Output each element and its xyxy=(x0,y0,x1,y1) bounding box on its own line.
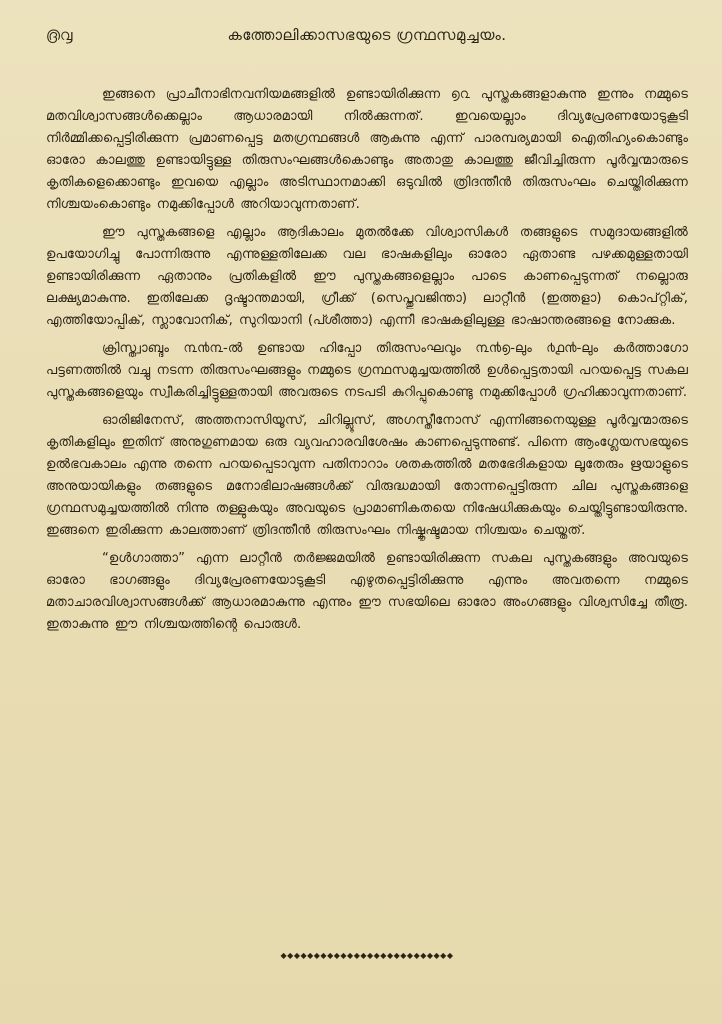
page-number: ൫൮ xyxy=(46,26,73,44)
paragraph: “ഉൾഗാത്താ” എന്ന ലാറ്റീൻ തർജ്ജമയിൽ ഉണ്ടായിരിക്കുന്ന സകല പുസ്തകങ്ങളും അവയുടെ ഓരോ ഭാഗങ്ങളും ദിവ്യപ്രേരണയോടുകൂടി എഴുതപ്പെട്ടിരിക്കുന്നു എന്നും അവതന്നെ നമ്മുടെ മതാചാരവിശ്വാസങ്ങൾക്ക് ആധാരമാകുന്നു എന്നും ഈ സഭയിലെ ഓരോ അംഗങ്ങളും വിശ്വസിച്ചേ തീരൂ. ഇതാകുന്നു ഈ നിശ്ചയത്തിന്റെ പൊരുൾ. xyxy=(46,551,688,632)
running-head xyxy=(46,20,688,50)
ornamental-rule: ◆◆◆◆◆◆◆◆◆◆◆◆◆◆◆◆◆◆◆◆◆◆◆◆◆◆ xyxy=(280,952,454,960)
paragraph: ഓരിജിനേസ്, അത്തനാസിയൂസ്, ചിറില്ലൂസ്, അഗസ്തീനോസ് എന്നിങ്ങനെയുള്ള പൂർവ്വന്മാരുടെ കൃതികളിലും ഇതിന് അനുഗുണമായ ഒരു വ്യവഹാരവിശേഷം കാണപ്പെടുന്നുണ്ട്. പിന്നെ ആംഗ്ലേയസഭയുടെ ഉൽഭവകാലം എന്നു തന്നെ പറയപ്പെടാവുന്ന പതിനാറാം ശതകത്തിൽ മതഭേദികളായ ലൂതേരും ഋയാളുടെ അനുയായികളും തങ്ങളുടെ മനോഭിലാഷങ്ങൾക്ക് വിരുദ്ധമായി തോന്നപ്പെട്ടിരുന്ന ചില പുസ്തകങ്ങളെ ഗ്രന്ഥസമുച്ചയത്തിൽ നിന്നു തള്ളുകയും അവയുടെ പ്രാമാണികതയെ നിഷേധിക്കുകയും ചെയ്തിട്ടുണ്ടായിരുന്നു. ഇങ്ങനെ ഇരിക്കുന്ന കാലത്താണ് ത്രിദന്തീൻ തിരുസംഘം നിഷ്കൃഷ്ടമായ നിശ്ചയം ചെയ്തത്. xyxy=(46,413,688,538)
running-title: കത്തോലിക്കാസഭയുടെ ഗ്രന്ഥസമുച്ചയം. xyxy=(227,26,507,44)
body-text xyxy=(46,84,688,636)
paragraph: ഈ പുസ്തകങ്ങളെ എല്ലാം ആദികാലം മുതൽക്കേ വിശ്വാസികൾ തങ്ങളുടെ സമുദായങ്ങളിൽ ഉപയോഗിച്ചു പോന്നിരുന്നു എന്നുള്ളതിലേക്ക വല ഭാഷകളിലും ഓരോ ഏതാണ്ട പഴക്കമുള്ളതായി ഉണ്ടായിരിക്കുന്ന ഏതാനും പ്രതികളിൽ ഈ പുസ്തകങ്ങളെല്ലാം പാടെ കാണപ്പെടുന്നത് നല്ലൊരു ലക്ഷ്യമാകുന്നു. ഇതിലേക്ക ദൃഷ്ടാന്തമായി, ഗ്രീക്ക് (സെപ്തുവജിന്താ) ലാറ്റീൻ (ഇത്തളാ) കൊപ്റ്റിക്, എത്തിയോപ്പിക്, സ്ലാവോനിക്, സുറിയാനി (പ്ശീത്താ) എന്നീ ഭാഷകളിലുള്ള ഭാഷാന്തരങ്ങളെ നോക്കുക. xyxy=(46,225,688,328)
paragraph: ക്രിസ്ത്വാബ്ദം ൩൯൩-ൽ ഉണ്ടായ ഹിപ്പോ തിരുസംഘവും ൩൯൭-ലും ൪൧൯-ലും കർത്താഗോ പട്ടണത്തിൽ വച്ചു നടന്ന തിരുസംഘങ്ങളും നമ്മുടെ ഗ്രന്ഥസമുച്ചയത്തിൽ ഉൾപ്പെട്ടതായി പറയപ്പെട്ട സകല പുസ്തകങ്ങളെയും സ്വീകരിച്ചിട്ടുള്ളതായി അവരുടെ നടപടി കുറിപ്പുകൊണ്ടു നമുക്കിപ്പോൾ ഗ്രഹിക്കാവുന്നതാണ്. xyxy=(46,341,688,400)
paragraph: ഇങ്ങനെ പ്രാചീനാഭിനവനിയമങ്ങളിൽ ഉണ്ടായിരിക്കുന്ന ൭൨ പുസ്തകങ്ങളാകുന്നു ഇന്നും നമ്മുടെ മതവിശ്വാസങ്ങൾക്കെല്ലാം ആധാരമായി നിൽക്കുന്നത്. ഇവയെല്ലാം ദിവ്യപ്രേരണയോടുകൂടി നിർമ്മിക്കപ്പെട്ടിരിക്കുന്ന പ്രമാണപ്പെട്ട മതഗ്രന്ഥങ്ങൾ ആകുന്നു എന്ന് പാരമ്പര്യമായി ഐതിഹ്യംകൊണ്ടും ഓരോ കാലത്തു ഉണ്ടായിട്ടുള്ള തിരുസംഘങ്ങൾകൊണ്ടും അതാതു കാലത്തു ജീവിച്ചിരുന്ന പൂർവ്വന്മാരുടെ കൃതികളെക്കൊണ്ടും ഇവയെ എല്ലാം അടിസ്ഥാനമാക്കി ഒടുവിൽ ത്രിദന്തീൻ തിരുസംഘം ചെയ്തിരിക്കുന്ന നിശ്ചയംകൊണ്ടും നമുക്കിപ്പോൾ അറിയാവുന്നതാണ്. xyxy=(46,87,688,212)
